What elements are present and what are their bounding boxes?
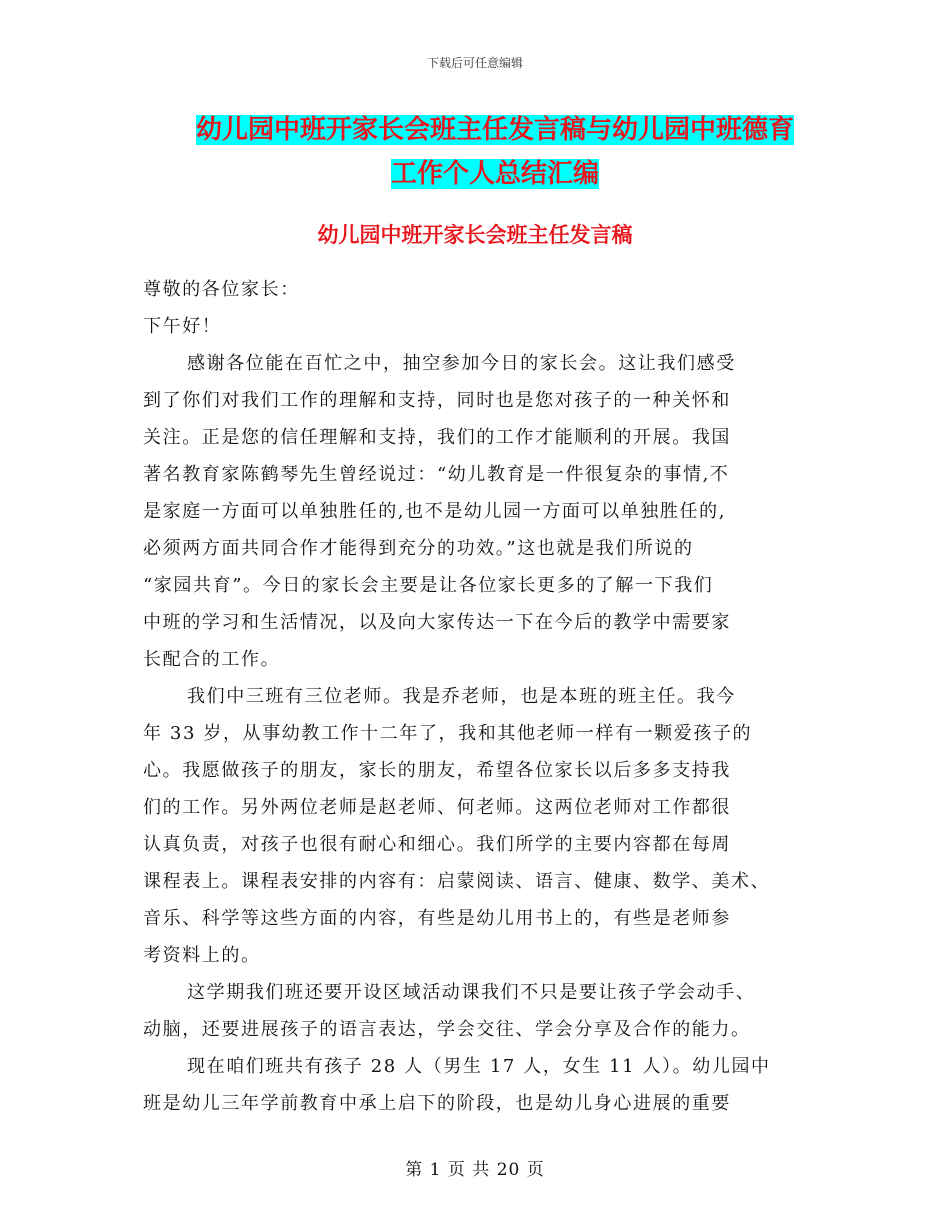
paragraph-line: 现在咱们班共有孩子 28 人（男生 17 人，女生 11 人）。幼儿园中 — [187, 1056, 771, 1077]
paragraph-line: 课程表上。课程表安排的内容有：启蒙阅读、语言、健康、数学、美术、 — [143, 871, 771, 892]
header-note: 下载后可任意编辑 — [426, 56, 523, 70]
paragraph-line: 心。我愿做孩子的朋友，家长的朋友，希望各位家长以后多多支持我 — [143, 760, 731, 781]
paragraph-line: 感谢各位能在百忙之中，抽空参加今日的家长会。这让我们感受 — [187, 353, 736, 374]
paragraph-line: 考资料上的。 — [143, 945, 261, 966]
paragraph-line: 到了你们对我们工作的理解和支持，同时也是您对孩子的一种关怀和 — [143, 390, 731, 411]
paragraph-line: 们的工作。另外两位老师是赵老师、何老师。这两位老师对工作都很 — [143, 797, 731, 818]
paragraph-line: 长配合的工作。 — [143, 649, 281, 670]
section-title: 幼儿园中班开家长会班主任发言稿 — [317, 223, 633, 247]
document-title-line-1: 幼儿园中班开家长会班主任发言稿与幼儿园中班德育 — [195, 115, 794, 145]
paragraph-line: 认真负责，对孩子也很有耐心和细心。我们所学的主要内容都在每周 — [143, 834, 731, 855]
paragraph-line: 年 33 岁，从事幼教工作十二年了，我和其他老师一样有一颗爱孩子的 — [143, 723, 753, 744]
paragraph-line: 音乐、科学等这些方面的内容，有些是幼儿用书上的，有些是老师参 — [143, 908, 731, 929]
body-text — [143, 271, 823, 1122]
paragraph-line: 我们中三班有三位老师。我是乔老师，也是本班的班主任。我今 — [187, 686, 736, 707]
page-number-footer: 第 1 页 共 20 页 — [405, 1160, 545, 1180]
greeting-line: 下午好！ — [143, 316, 222, 337]
document-title-line-2: 工作个人总结汇编 — [390, 159, 599, 189]
document-title — [150, 108, 840, 196]
paragraph-line: 这学期我们班还要开设区域活动课我们不只是要让孩子学会动手、 — [187, 982, 756, 1003]
paragraph-line: 是家庭一方面可以单独胜任的,也不是幼儿园一方面可以单独胜任的, — [143, 501, 727, 522]
paragraph-line: 动脑，还要进展孩子的语言表达，学会交往、学会分享及合作的能力。 — [143, 1019, 751, 1040]
paragraph-line: 班是幼儿三年学前教育中承上启下的阶段，也是幼儿身心进展的重要 — [143, 1093, 731, 1114]
paragraph-line: “家园共育”。今日的家长会主要是让各位家长更多的了解一下我们 — [143, 575, 714, 596]
paragraph-line: 著名教育家陈鹤琴先生曾经说过：“幼儿教育是一件很复杂的事情,不 — [143, 464, 730, 485]
paragraph-line: 关注。正是您的信任理解和支持，我们的工作才能顺利的开展。我国 — [143, 427, 731, 448]
paragraph-line: 中班的学习和生活情况，以及向大家传达一下在今后的教学中需要家 — [143, 612, 731, 633]
paragraph-line: 必须两方面共同合作才能得到充分的功效。”这也就是我们所说的 — [143, 538, 694, 559]
salutation-line: 尊敬的各位家长： — [143, 279, 300, 300]
